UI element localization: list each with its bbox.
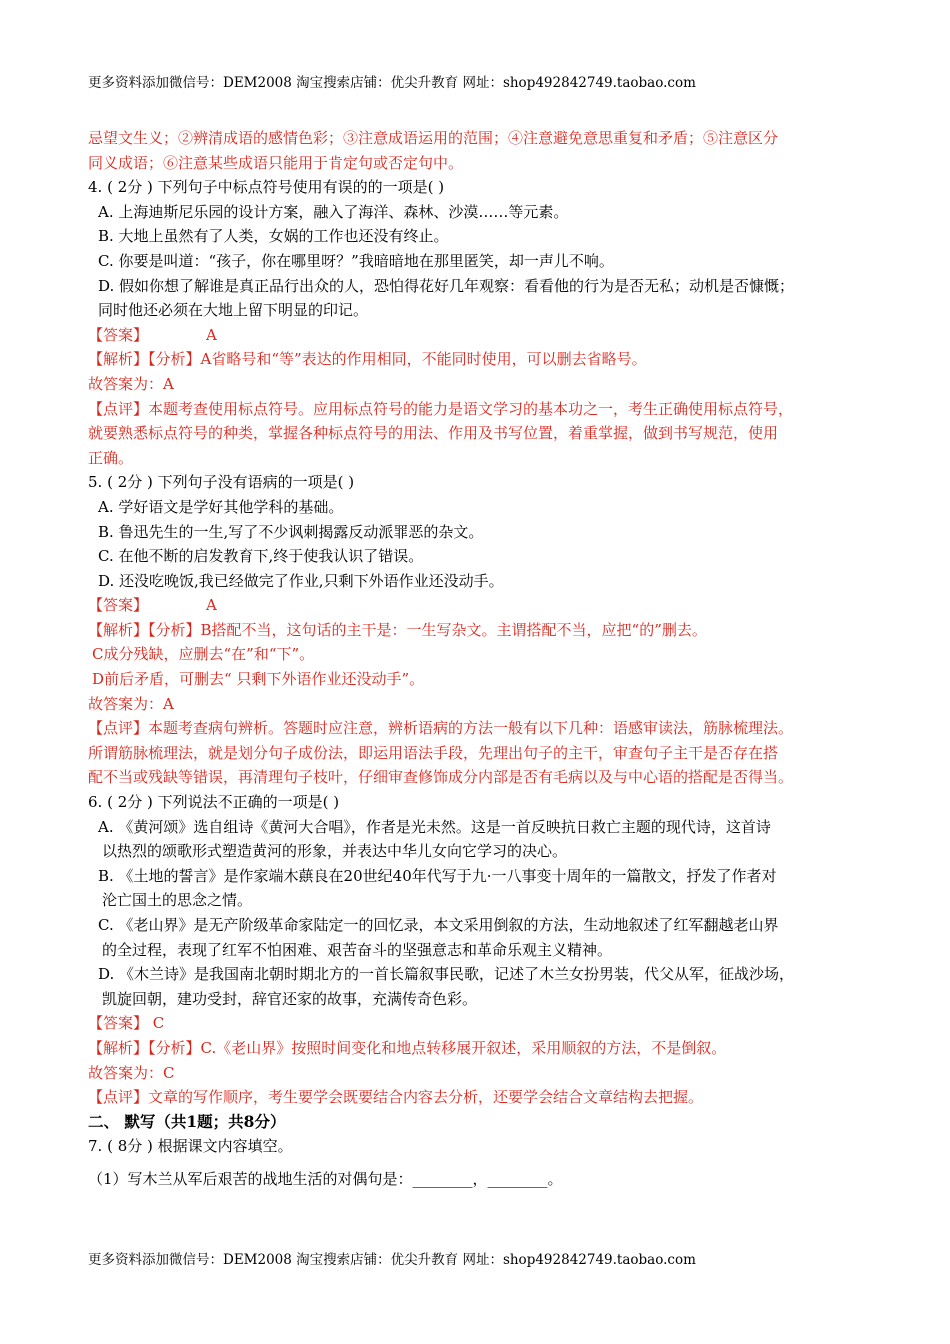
q5-answer-label: 【答案】 bbox=[88, 596, 149, 615]
q4-answer-label: 【答案】 bbox=[88, 325, 149, 344]
q5-analysis-line-1: 【解析】【分析】B搭配不当，这句话的主干是：一生写杂文。主谓搭配不当，应把“的”删去。 bbox=[88, 620, 707, 639]
q4-option-a: A. 上海迪斯尼乐园的设计方案，融入了海洋、森林、沙漠……等元素。 bbox=[98, 202, 569, 221]
q6-option-d-line-1: D. 《木兰诗》是我国南北朝时期北方的一首长篇叙事民歌，记述了木兰女扮男装，代父从军，征战沙场， bbox=[98, 965, 795, 984]
q6-option-c-line-1: C. 《老山界》是无产阶级革命家陆定一的回忆录，本文采用倒叙的方法，生动地叙述了红军翻越老山界 bbox=[98, 916, 779, 934]
q5-final: 故答案为：A bbox=[88, 694, 174, 713]
page-header: 更多资料添加微信号：DEM2008 淘宝搜索店铺：优尖升教育 网址：shop492842749.taobao.com bbox=[88, 75, 696, 91]
q4-final: 故答案为：A bbox=[88, 374, 174, 393]
q6-answer: 【答案】 C bbox=[88, 1014, 165, 1033]
q4-comment-line-1: 【点评】本题考查使用标点符号。应用标点符号的能力是语文学习的基本功之一，考生正确使用标点符号， bbox=[88, 399, 794, 418]
q4-answer bbox=[88, 323, 880, 348]
q6-option-b-line-2: 沦亡国土的思念之情。 bbox=[102, 891, 253, 910]
q5-comment-line-2: 所谓筋脉梳理法，就是划分句子成份法，即运用语法手段，先理出句子的主干，审查句子主干是否存在搭 bbox=[88, 743, 779, 762]
q4-comment-line-3: 正确。 bbox=[88, 448, 134, 467]
q7-item-1: （1）写木兰从军后艰苦的战地生活的对偶句是：________，________。 bbox=[88, 1169, 563, 1188]
q5-stem: 5. ( 2分 ) 下列句子没有语病的一项是( ) bbox=[88, 473, 355, 492]
q6-comment: 【点评】文章的写作顺序，考生要学会既要结合内容去分析，还要学会结合文章结构去把握。 bbox=[88, 1088, 704, 1107]
q6-analysis: 【解析】【分析】C.《老山界》按照时间变化和地点转移展开叙述，采用顺叙的方法，不是倒叙。 bbox=[88, 1038, 727, 1057]
q4-option-b: B. 大地上虽然有了人类，女娲的工作也还没有终止。 bbox=[98, 227, 449, 246]
q5-answer bbox=[88, 593, 880, 618]
q5-option-d: D. 还没吃晚饭,我已经做完了作业,只剩下外语作业还没动手。 bbox=[98, 571, 504, 590]
q4-option-c: C. 你要是叫道：“孩子，你在哪里呀？”我暗暗地在那里匿笑，却一声儿不响。 bbox=[98, 251, 614, 270]
q4-analysis: 【解析】【分析】A省略号和“等”表达的作用相同，不能同时使用，可以删去省略号。 bbox=[88, 350, 647, 369]
q4-option-d-line-1: D. 假如你想了解谁是真正品行出众的人，恐怕得花好几年观察：看看他的行为是否无私；动机是否慷慨； bbox=[98, 276, 795, 295]
q4-option-d-line-2: 同时他还必须在大地上留下明显的印记。 bbox=[98, 301, 369, 320]
q6-stem: 6. ( 2分 ) 下列说法不正确的一项是( ) bbox=[88, 793, 340, 812]
q5-comment-line-1: 【点评】本题考查病句辨析。答题时应注意，辨析语病的方法一般有以下几种：语感审读法，筋脉梳理法。 bbox=[88, 719, 794, 738]
q6-final: 故答案为：C bbox=[88, 1063, 175, 1082]
q6-option-b-line-1: B. 《土地的誓言》是作家端木蕻良在20世纪40年代写于九·一八事变十周年的一篇散文，抒发了作者对 bbox=[98, 866, 777, 885]
q5-analysis-line-3: D前后矛盾，可删去“ 只剩下外语作业还没动手”。 bbox=[92, 670, 425, 689]
q6-option-a-line-2: 以热烈的颂歌形式塑造黄河的形象，并表达中华儿女向它学习的决心。 bbox=[102, 842, 568, 861]
q6-option-d-line-2: 凯旋回朝，建功受封，辞官还家的故事，充满传奇色彩。 bbox=[102, 989, 478, 1008]
q6-option-a-line-1: A. 《黄河颂》选自组诗《黄河大合唱》，作者是光未然。这是一首反映抗日救亡主题的现代诗，这首诗 bbox=[98, 817, 771, 836]
q4-stem: 4. ( 2分 ) 下列句子中标点符号使用有误的的一项是( ) bbox=[88, 178, 445, 197]
page-footer: 更多资料添加微信号：DEM2008 淘宝搜索店铺：优尖升教育 网址：shop492842749.taobao.com bbox=[88, 1252, 696, 1268]
q5-option-c: C. 在他不断的启发教育下,终于使我认识了错误。 bbox=[98, 547, 424, 566]
q5-option-a: A. 学好语文是学好其他学科的基础。 bbox=[98, 497, 344, 516]
q5-comment-line-3: 配不当或残缺等错误，再清理句子枝叶，仔细审查修饰成分内部是否有毛病以及与中心语的搭配是否得当。 bbox=[88, 768, 794, 787]
q6-option-c-line-2: 的全过程，表现了红军不怕困难、艰苦奋斗的坚强意志和革命乐观主义精神。 bbox=[102, 940, 613, 959]
q5-analysis-line-2: C成分残缺，应删去“在”和“下”。 bbox=[92, 645, 315, 664]
intro-line-2: 同义成语；⑥注意某些成语只能用于肯定句或否定句中。 bbox=[88, 153, 464, 172]
q7-stem: 7. ( 8分 ) 根据课文内容填空。 bbox=[88, 1137, 293, 1156]
section-heading: 二、 默写（共1题；共8分） bbox=[88, 1111, 286, 1131]
document-body bbox=[88, 126, 880, 1192]
q4-answer-value: A bbox=[206, 325, 217, 344]
q5-answer-value: A bbox=[206, 596, 217, 615]
q4-comment-line-2: 就要熟悉标点符号的种类，掌握各种标点符号的用法、作用及书写位置，着重掌握，做到书写规范，使用 bbox=[88, 424, 779, 443]
intro-line-1: 忌望文生义；②辨清成语的感情色彩；③注意成语运用的范围；④注意避免意思重复和矛盾；⑤注意区分 bbox=[88, 129, 779, 147]
q5-option-b: B. 鲁迅先生的一生,写了不少讽刺揭露反动派罪恶的杂文。 bbox=[98, 522, 484, 541]
